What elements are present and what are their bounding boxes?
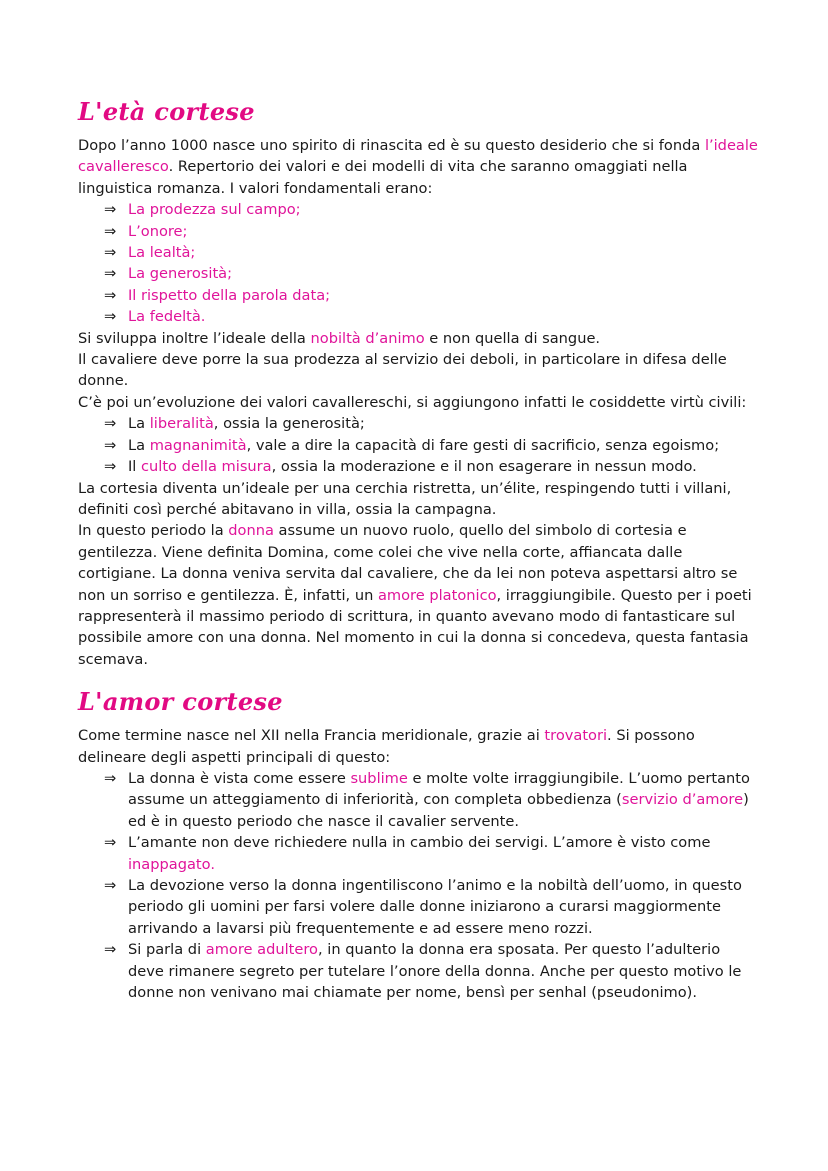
arrow-bullet-icon: ⇒ (104, 201, 117, 219)
arrow-bullet-icon: ⇒ (104, 458, 117, 476)
highlight-term: inappagato. (128, 855, 215, 873)
text-run: , vale a dire la capacità di fare gesti di sacrificio, senza egoismo; (246, 436, 720, 454)
paragraph-cortesia: La cortesia diventa un’ideale per una cerchia ristretta, un’élite, respingendo tutti i villani, definiti così perché abitavano in villa, ossia la campagna. (78, 479, 732, 518)
paragraph-donna (78, 520, 758, 670)
highlight-term: servizio d’amore (621, 791, 744, 809)
arrow-bullet-icon: ⇒ (104, 769, 117, 787)
text-run: La devozione verso la donna ingentiliscono l’animo e la nobiltà dell’uomo, in questo periodo gli uomini per farsi volere dalle donne iniziarono a curarsi maggiormente arrivando a lavarsi più frequentemente e ad essere meno rozzi. (128, 877, 742, 937)
list-item (104, 768, 758, 832)
highlight-term: trovatori (544, 727, 608, 745)
arrow-bullet-icon: ⇒ (104, 415, 117, 433)
document-content (78, 98, 758, 1003)
highlight-term: l’ideale cavalleresco (78, 137, 758, 176)
highlight-term: amore adultero (205, 941, 318, 959)
highlight-term: culto della misura (141, 458, 272, 476)
values-list (78, 199, 758, 327)
list-item (104, 435, 758, 456)
list-item (104, 413, 758, 434)
arrow-bullet-icon: ⇒ (104, 877, 117, 894)
text-run: e non quella di sangue. (424, 329, 601, 347)
text-run: L’amante non deve richiedere nulla in cambio dei servigi. L’amore è visto come (128, 834, 711, 852)
text-run: In questo periodo la (78, 522, 229, 540)
list-item (104, 242, 758, 263)
list-item (104, 285, 758, 306)
arrow-bullet-icon: ⇒ (104, 265, 117, 283)
text-run: . Repertorio dei valori e dei modelli di vita che saranno omaggiati nella linguistica romanza. I valori fondamentali erano: (78, 158, 688, 197)
highlight-term: La lealtà; (128, 244, 196, 262)
text-run: , ossia la moderazione e il non esagerare in nessun modo. (271, 458, 697, 476)
text-run: Il (128, 458, 141, 476)
highlight-term: La fedeltà. (128, 308, 206, 326)
text-run: assume un nuovo ruolo, quello del simbolo di cortesia e gentilezza. Viene definita Domina, come colei che vive nella corte, affiancata dalle cortigiane. La donna veniva servita dal cavaliere, che da lei non poteva aspettarsi altro se non un sorriso e gentilezza. È, infatti, un (78, 522, 738, 604)
text-run: Si parla di (128, 941, 206, 959)
list-item (104, 939, 758, 1003)
paragraph-evoluzione: C’è poi un’evoluzione dei valori cavallereschi, si aggiungono infatti le cosiddette virtù civili: (78, 393, 747, 411)
text-run: La donna è vista come essere (128, 769, 351, 787)
list-item (104, 199, 758, 220)
arrow-bullet-icon: ⇒ (104, 286, 117, 304)
text-run: Dopo l’anno 1000 nasce uno spirito di rinascita ed è su questo desiderio che si fonda (78, 137, 705, 154)
highlight-term: sublime (350, 769, 408, 787)
arrow-bullet-icon: ⇒ (104, 222, 117, 240)
highlight-term: La generosità; (128, 265, 233, 283)
list-item (104, 221, 758, 242)
text-run: , in quanto la donna era sposata. Per questo l’adulterio deve rimanere segreto per tutelare l’onore della donna. Anche per questo motivo le donne non venivano mai chiamate per nome, bensì per senhal (pseudonimo). (128, 941, 742, 1002)
civic-virtues-list (78, 413, 758, 477)
highlight-term: L’onore; (128, 222, 188, 240)
text-run: . Si possono delineare degli aspetti principali di questo: (78, 727, 695, 766)
highlight-term: Il rispetto della parola data; (128, 286, 331, 304)
list-item (104, 832, 758, 875)
highlight-term: magnanimità (149, 436, 247, 454)
text-run: , irraggiungibile. Questo per i poeti rappresenterà il massimo periodo di scrittura, in quanto avevano modo di fantasticare sul possibile amore con una donna. Nel momento in cui la donna si concedeva, questa fantasia scemava. (78, 586, 752, 668)
highlight-term: La prodezza sul campo; (128, 201, 301, 219)
arrow-bullet-icon: ⇒ (104, 308, 117, 326)
intro-paragraph-amor (78, 725, 758, 768)
text-run: La (128, 436, 150, 454)
list-item (104, 306, 758, 327)
intro-paragraph (78, 135, 758, 199)
list-item (104, 456, 758, 477)
amor-aspects-list (78, 768, 758, 1003)
text-run: Si sviluppa inoltre l’ideale della (78, 329, 311, 347)
highlight-term: liberalità (149, 415, 214, 433)
text-run: ) ed è in questo periodo che nasce il cavalier servente. (128, 791, 749, 830)
list-item (104, 263, 758, 284)
arrow-bullet-icon: ⇒ (104, 834, 117, 852)
text-run: Come termine nasce nel XII nella Francia meridionale, grazie ai (78, 727, 545, 745)
paragraph-nobilta (78, 328, 758, 349)
text-run: e molte volte irraggiungibile. L’uomo pertanto assume un atteggiamento di inferiorità, con completa obbedienza ( (128, 769, 750, 809)
paragraph-cavaliere: Il cavaliere deve porre la sua prodezza al servizio dei deboli, in particolare in difesa delle donne. (78, 351, 727, 390)
arrow-bullet-icon: ⇒ (104, 436, 117, 454)
text-run: , ossia la generosità; (213, 415, 365, 433)
arrow-bullet-icon: ⇒ (104, 941, 117, 959)
section-title-amor-cortese: L'amor cortese (78, 687, 283, 717)
highlight-term: amore platonico (377, 586, 497, 604)
text-run: La (128, 415, 150, 433)
highlight-term: donna (228, 522, 274, 540)
list-item (104, 875, 758, 939)
highlight-term: nobiltà d’animo (310, 329, 425, 347)
arrow-bullet-icon: ⇒ (104, 244, 117, 262)
section-title-eta-cortese: L'età cortese (78, 97, 255, 126)
